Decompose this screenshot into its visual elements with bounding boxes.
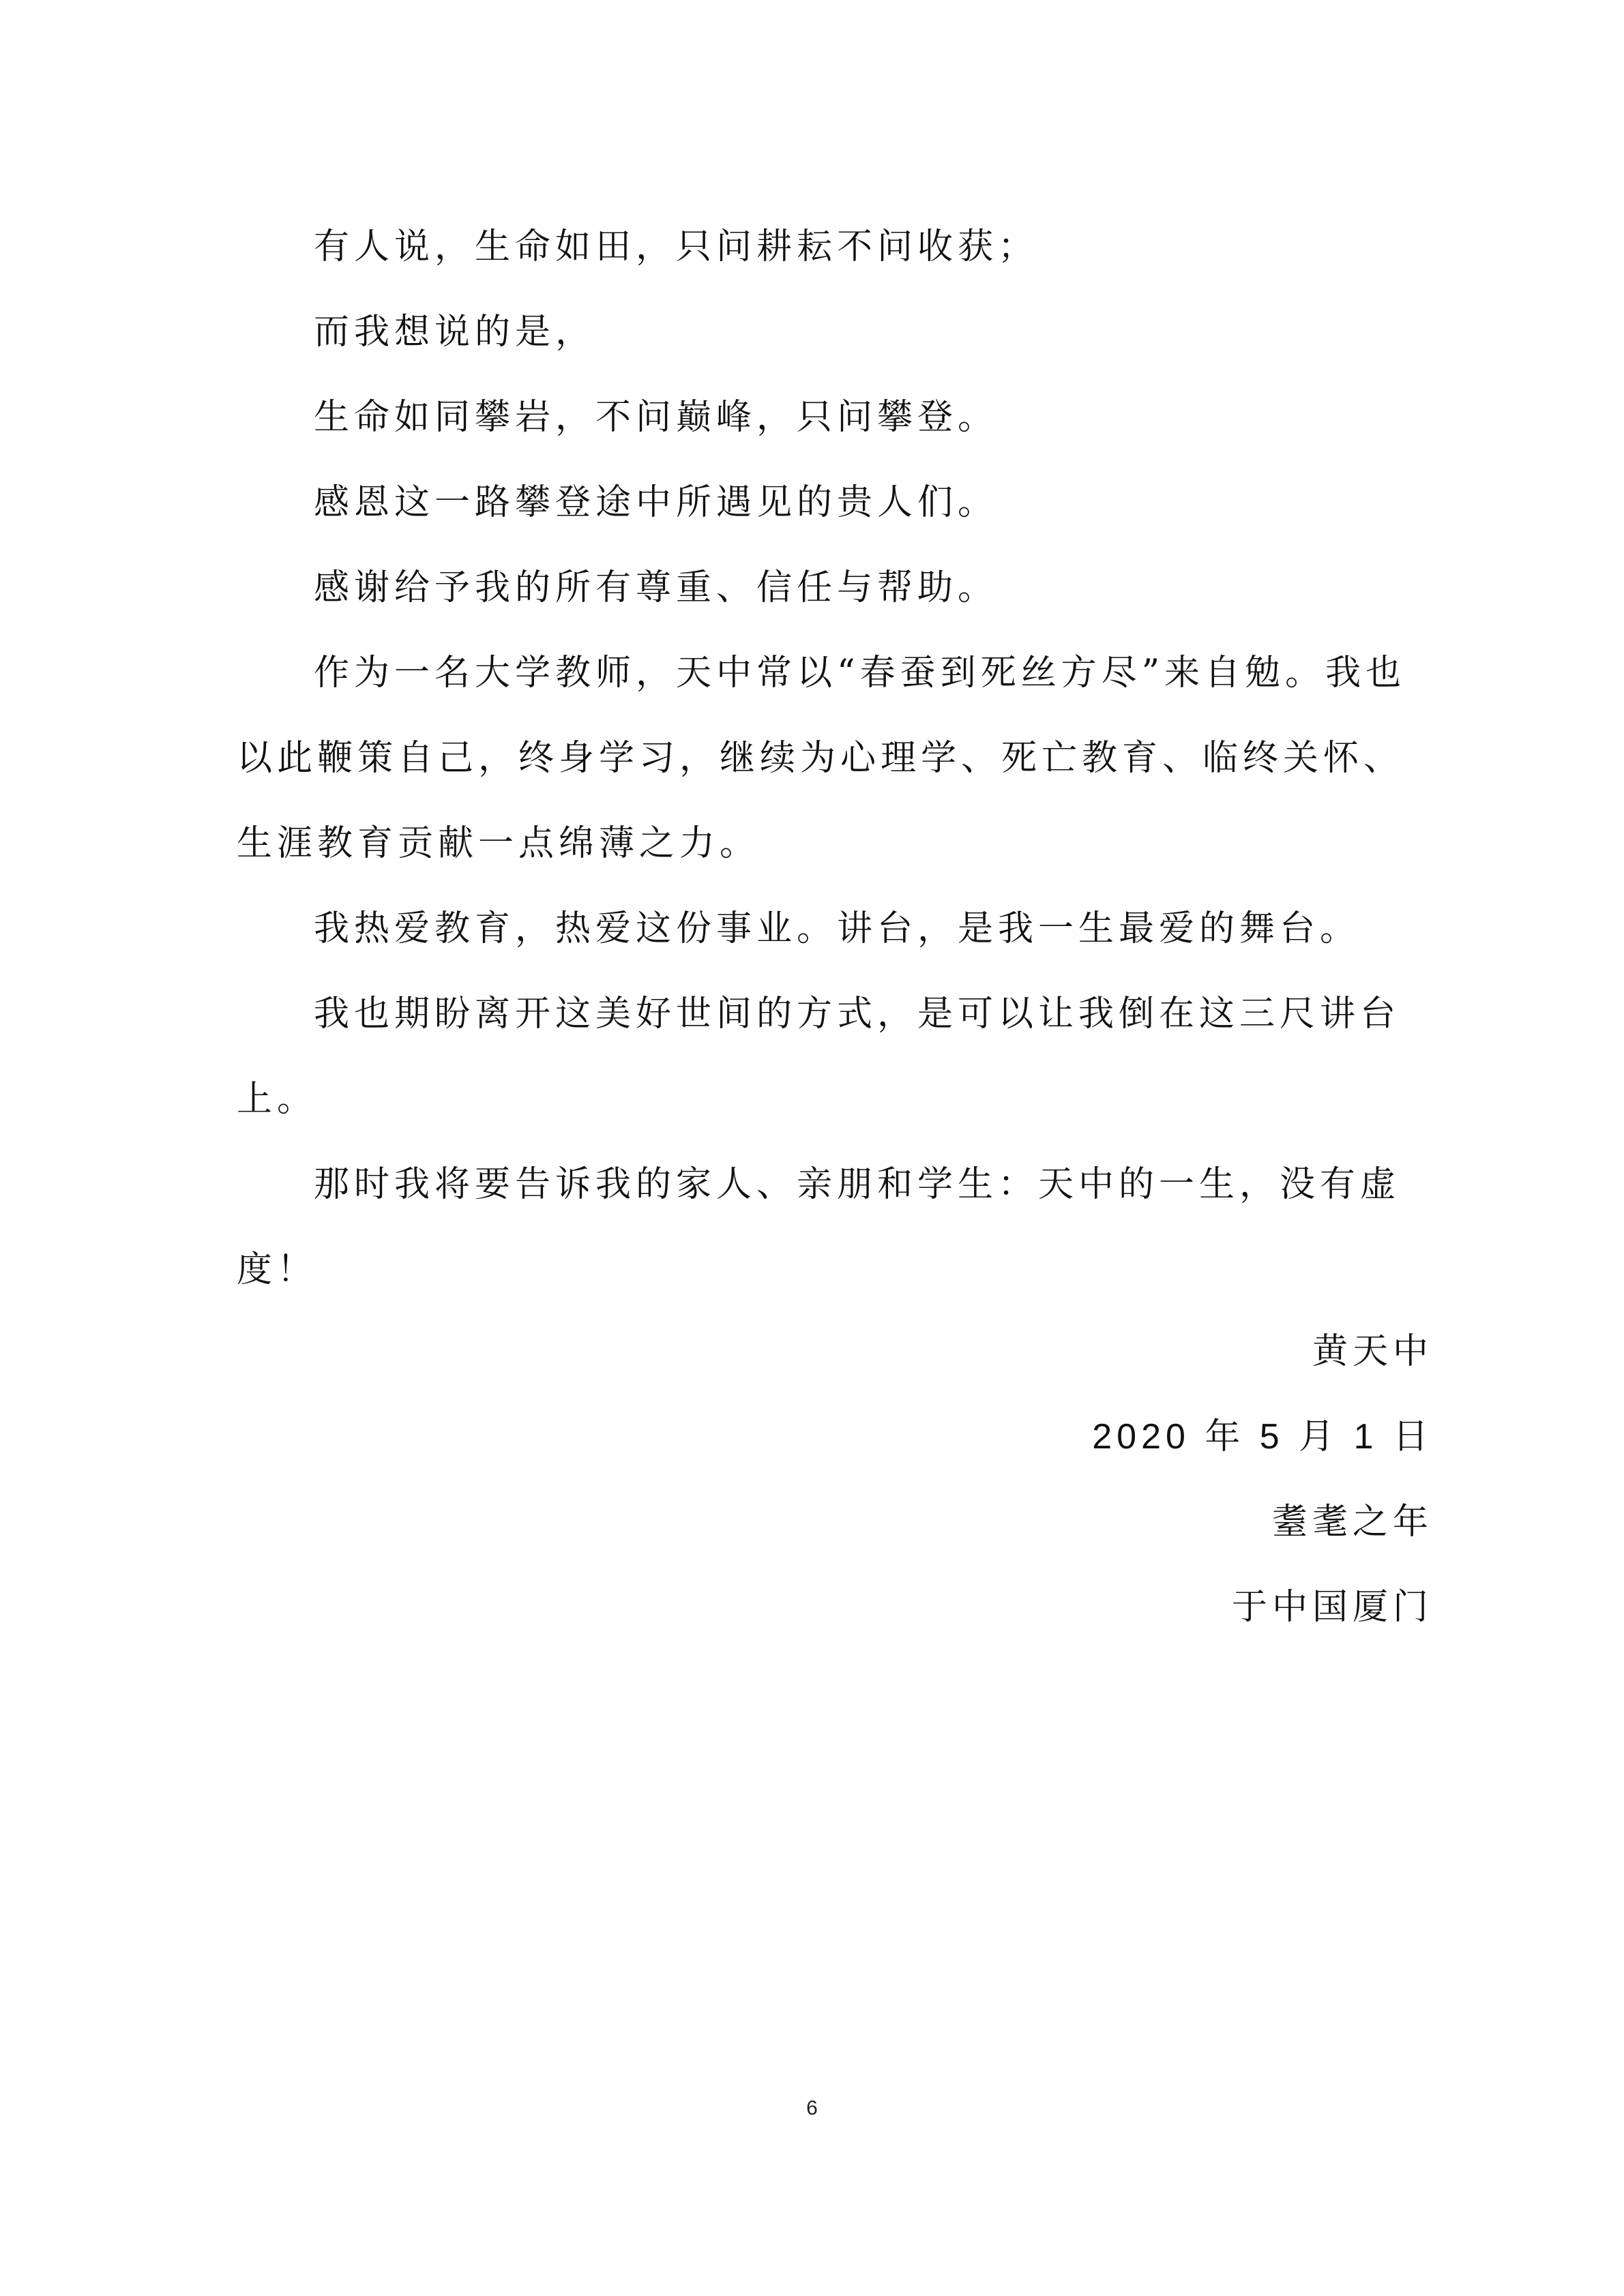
paragraph: 有人说，生命如田，只问耕耘不问收获； — [314, 226, 1039, 267]
signature-block — [1092, 1309, 1433, 1650]
signature-era: 耋耄之年 — [1271, 1502, 1433, 1542]
paragraph: 感谢给予我的所有尊重、信任与帮助。 — [314, 567, 999, 608]
paragraph: 我也期盼离开这美好世间的方式，是可以让我倒在这三尺讲台上。 — [237, 994, 1401, 1120]
paragraph: 而我想说的是， — [314, 312, 596, 353]
signature-place: 于中国厦门 — [1231, 1587, 1433, 1628]
signature-name: 黄天中 — [1312, 1331, 1433, 1372]
letter-body — [237, 205, 1433, 1313]
paragraph: 我热爱教育，热爱这份事业。讲台，是我一生最爱的舞台。 — [314, 908, 1361, 949]
paragraph: 生命如同攀岩，不问巅峰，只问攀登。 — [314, 397, 999, 438]
page-number: 6 — [806, 2097, 818, 2119]
paragraph: 那时我将要告诉我的家人、亲朋和学生：天中的一生，没有虚度！ — [237, 1164, 1401, 1290]
paragraph: 感恩这一路攀登途中所遇见的贵人们。 — [314, 482, 999, 523]
signature-date: 2020 年 5 月 1 日 — [1092, 1417, 1433, 1457]
paragraph: 作为一名大学教师，天中常以“春蚕到死丝方尽”来自勉。我也以此鞭策自己，终身学习，继续为心理学、死亡教育、临终关怀、生涯教育贡献一点绵薄之力。 — [237, 653, 1406, 864]
